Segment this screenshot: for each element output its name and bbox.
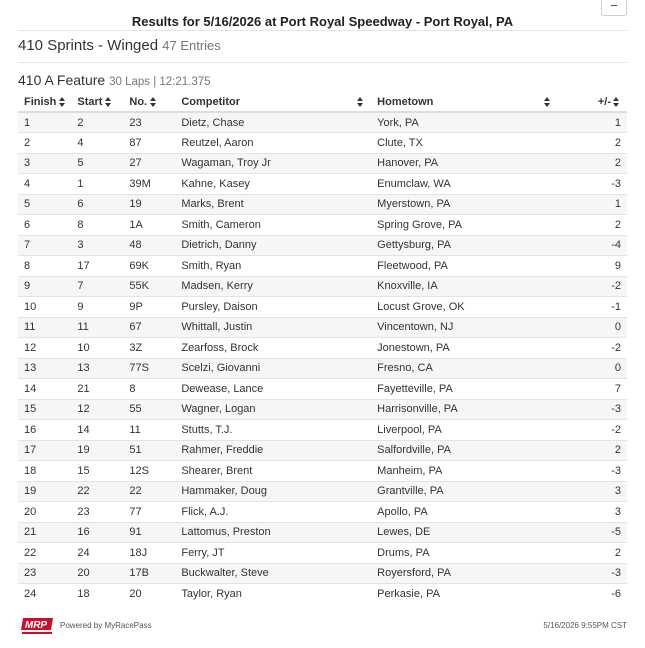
table-row xyxy=(18,543,627,564)
myracepass-logo-icon[interactable] xyxy=(20,617,54,635)
finish-cell: 3 xyxy=(18,153,71,174)
position-change-cell: 2 xyxy=(558,215,627,236)
start-cell: 21 xyxy=(71,379,123,400)
sort-icon xyxy=(150,97,156,107)
position-change-cell: -3 xyxy=(558,461,627,482)
page-title: Results for 5/16/2026 at Port Royal Speedway - Port Royal, PA xyxy=(131,14,514,29)
powered-by-link[interactable]: Powered by MyRacePass xyxy=(60,621,152,630)
start-cell: 5 xyxy=(71,153,123,174)
competitor-cell: Wagner, Logan xyxy=(175,399,371,420)
start-cell: 2 xyxy=(71,112,123,133)
column-header-start[interactable]: Start xyxy=(71,92,123,112)
position-change-cell: -1 xyxy=(558,297,627,318)
car-number-cell: 55 xyxy=(123,399,175,420)
table-row xyxy=(18,563,627,584)
car-number-cell: 18J xyxy=(123,543,175,564)
table-row xyxy=(18,502,627,523)
car-number-cell: 91 xyxy=(123,522,175,543)
hometown-cell: Lewes, DE xyxy=(371,522,558,543)
hometown-cell: Vincentown, NJ xyxy=(371,317,558,338)
collapse-button[interactable]: − xyxy=(601,0,627,16)
competitor-cell: Taylor, Ryan xyxy=(175,584,371,605)
table-row xyxy=(18,420,627,441)
hometown-cell: Perkasie, PA xyxy=(371,584,558,605)
finish-cell: 5 xyxy=(18,194,71,215)
finish-cell: 23 xyxy=(18,563,71,584)
hometown-cell: Manheim, PA xyxy=(371,461,558,482)
competitor-cell: Pursley, Daison xyxy=(175,297,371,318)
finish-cell: 24 xyxy=(18,584,71,605)
position-change-cell: -2 xyxy=(558,338,627,359)
position-change-cell: 1 xyxy=(558,194,627,215)
start-cell: 10 xyxy=(71,338,123,359)
finish-cell: 17 xyxy=(18,440,71,461)
table-row xyxy=(18,440,627,461)
competitor-cell: Reutzel, Aaron xyxy=(175,133,371,154)
position-change-cell: -2 xyxy=(558,420,627,441)
car-number-cell: 67 xyxy=(123,317,175,338)
finish-cell: 18 xyxy=(18,461,71,482)
finish-cell: 15 xyxy=(18,399,71,420)
start-cell: 20 xyxy=(71,563,123,584)
sort-icon xyxy=(105,97,111,107)
hometown-cell: Hanover, PA xyxy=(371,153,558,174)
table-row xyxy=(18,379,627,400)
event-name: 410 A Feature xyxy=(18,72,106,88)
entries-count: 47 Entries xyxy=(162,38,221,53)
position-change-cell: 0 xyxy=(558,317,627,338)
competitor-cell: Shearer, Brent xyxy=(175,461,371,482)
finish-cell: 1 xyxy=(18,112,71,133)
finish-cell: 19 xyxy=(18,481,71,502)
hometown-cell: Apollo, PA xyxy=(371,502,558,523)
hometown-cell: Royersford, PA xyxy=(371,563,558,584)
position-change-cell: -3 xyxy=(558,174,627,195)
car-number-cell: 48 xyxy=(123,235,175,256)
car-number-cell: 51 xyxy=(123,440,175,461)
position-change-cell: -5 xyxy=(558,522,627,543)
hometown-cell: Knoxville, IA xyxy=(371,276,558,297)
header-row xyxy=(18,92,627,112)
start-cell: 11 xyxy=(71,317,123,338)
car-number-cell: 77S xyxy=(123,358,175,379)
position-change-cell: 1 xyxy=(558,112,627,133)
competitor-cell: Scelzi, Giovanni xyxy=(175,358,371,379)
competitor-cell: Kahne, Kasey xyxy=(175,174,371,195)
car-number-cell: 39M xyxy=(123,174,175,195)
hometown-cell: Fleetwood, PA xyxy=(371,256,558,277)
competitor-cell: Zearfoss, Brock xyxy=(175,338,371,359)
position-change-cell: -3 xyxy=(558,563,627,584)
car-number-cell: 27 xyxy=(123,153,175,174)
results-table xyxy=(18,92,627,604)
sort-icon xyxy=(544,97,550,107)
competitor-cell: Smith, Cameron xyxy=(175,215,371,236)
competitor-cell: Flick, A.J. xyxy=(175,502,371,523)
hometown-cell: Myerstown, PA xyxy=(371,194,558,215)
hometown-cell: Locust Grove, OK xyxy=(371,297,558,318)
sort-icon xyxy=(613,97,619,107)
divider xyxy=(18,62,627,63)
table-row xyxy=(18,215,627,236)
table-row xyxy=(18,358,627,379)
position-change-cell: -4 xyxy=(558,235,627,256)
position-change-cell: -6 xyxy=(558,584,627,605)
start-cell: 23 xyxy=(71,502,123,523)
competitor-cell: Hammaker, Doug xyxy=(175,481,371,502)
car-number-cell: 19 xyxy=(123,194,175,215)
start-cell: 1 xyxy=(71,174,123,195)
event-details: 30 Laps | 12:21.375 xyxy=(109,76,211,88)
finish-cell: 12 xyxy=(18,338,71,359)
car-number-cell: 55K xyxy=(123,276,175,297)
table-row xyxy=(18,399,627,420)
competitor-cell: Lattomus, Preston xyxy=(175,522,371,543)
column-header-hometown[interactable]: Hometown xyxy=(371,92,558,112)
start-cell: 7 xyxy=(71,276,123,297)
hometown-cell: Fayetteville, PA xyxy=(371,379,558,400)
sort-icon xyxy=(59,97,65,107)
table-row xyxy=(18,235,627,256)
position-change-cell: 3 xyxy=(558,502,627,523)
table-row xyxy=(18,297,627,318)
table-row xyxy=(18,112,627,133)
position-change-cell: 2 xyxy=(558,133,627,154)
car-number-cell: 9P xyxy=(123,297,175,318)
finish-cell: 20 xyxy=(18,502,71,523)
hometown-cell: Salfordville, PA xyxy=(371,440,558,461)
hometown-cell: Liverpool, PA xyxy=(371,420,558,441)
competitor-cell: Dietrich, Danny xyxy=(175,235,371,256)
position-change-cell: 7 xyxy=(558,379,627,400)
start-cell: 9 xyxy=(71,297,123,318)
table-row xyxy=(18,522,627,543)
competitor-cell: Dietz, Chase xyxy=(175,112,371,133)
finish-cell: 22 xyxy=(18,543,71,564)
competitor-cell: Smith, Ryan xyxy=(175,256,371,277)
car-number-cell: 20 xyxy=(123,584,175,605)
position-change-cell: 2 xyxy=(558,153,627,174)
table-row xyxy=(18,174,627,195)
divider xyxy=(18,30,627,31)
event-heading xyxy=(18,72,211,88)
table-row xyxy=(18,317,627,338)
car-number-cell: 23 xyxy=(123,112,175,133)
hometown-cell: Harrisonville, PA xyxy=(371,399,558,420)
finish-cell: 4 xyxy=(18,174,71,195)
start-cell: 13 xyxy=(71,358,123,379)
table-row xyxy=(18,194,627,215)
hometown-cell: Drums, PA xyxy=(371,543,558,564)
start-cell: 18 xyxy=(71,584,123,605)
finish-cell: 13 xyxy=(18,358,71,379)
finish-cell: 16 xyxy=(18,420,71,441)
competitor-cell: Dewease, Lance xyxy=(175,379,371,400)
hometown-cell: Jonestown, PA xyxy=(371,338,558,359)
table-row xyxy=(18,481,627,502)
start-cell: 8 xyxy=(71,215,123,236)
position-change-cell: 2 xyxy=(558,543,627,564)
table-row xyxy=(18,276,627,297)
finish-cell: 10 xyxy=(18,297,71,318)
column-header-competitor[interactable]: Competitor xyxy=(175,92,371,112)
position-change-cell: -2 xyxy=(558,276,627,297)
competitor-cell: Madsen, Kerry xyxy=(175,276,371,297)
report-timestamp: 5/16/2026 9:55PM CST xyxy=(543,621,627,630)
competitor-cell: Whittall, Justin xyxy=(175,317,371,338)
hometown-cell: Spring Grove, PA xyxy=(371,215,558,236)
competitor-cell: Marks, Brent xyxy=(175,194,371,215)
start-cell: 6 xyxy=(71,194,123,215)
car-number-cell: 11 xyxy=(123,420,175,441)
start-cell: 24 xyxy=(71,543,123,564)
car-number-cell: 22 xyxy=(123,481,175,502)
finish-cell: 9 xyxy=(18,276,71,297)
column-header-number[interactable]: No. xyxy=(123,92,175,112)
start-cell: 14 xyxy=(71,420,123,441)
table-row xyxy=(18,256,627,277)
competitor-cell: Wagaman, Troy Jr xyxy=(175,153,371,174)
position-change-cell: 3 xyxy=(558,481,627,502)
start-cell: 17 xyxy=(71,256,123,277)
car-number-cell: 12S xyxy=(123,461,175,482)
hometown-cell: Enumclaw, WA xyxy=(371,174,558,195)
table-row xyxy=(18,338,627,359)
hometown-cell: Grantville, PA xyxy=(371,481,558,502)
table-row xyxy=(18,153,627,174)
start-cell: 3 xyxy=(71,235,123,256)
finish-cell: 14 xyxy=(18,379,71,400)
position-change-cell: 2 xyxy=(558,440,627,461)
competitor-cell: Buckwalter, Steve xyxy=(175,563,371,584)
start-cell: 16 xyxy=(71,522,123,543)
sort-icon xyxy=(357,97,363,107)
finish-cell: 21 xyxy=(18,522,71,543)
finish-cell: 8 xyxy=(18,256,71,277)
start-cell: 15 xyxy=(71,461,123,482)
car-number-cell: 3Z xyxy=(123,338,175,359)
car-number-cell: 87 xyxy=(123,133,175,154)
competitor-cell: Stutts, T.J. xyxy=(175,420,371,441)
start-cell: 4 xyxy=(71,133,123,154)
competitor-cell: Ferry, JT xyxy=(175,543,371,564)
column-header-position-change[interactable]: +/- xyxy=(558,92,627,112)
start-cell: 19 xyxy=(71,440,123,461)
hometown-cell: Fresno, CA xyxy=(371,358,558,379)
car-number-cell: 1A xyxy=(123,215,175,236)
table-row xyxy=(18,584,627,605)
column-header-finish[interactable]: Finish xyxy=(18,92,71,112)
position-change-cell: -3 xyxy=(558,399,627,420)
hometown-cell: Clute, TX xyxy=(371,133,558,154)
car-number-cell: 17B xyxy=(123,563,175,584)
car-number-cell: 69K xyxy=(123,256,175,277)
finish-cell: 11 xyxy=(18,317,71,338)
position-change-cell: 0 xyxy=(558,358,627,379)
class-name: 410 Sprints - Winged xyxy=(18,37,159,54)
table-row xyxy=(18,461,627,482)
hometown-cell: York, PA xyxy=(371,112,558,133)
position-change-cell: 9 xyxy=(558,256,627,277)
finish-cell: 6 xyxy=(18,215,71,236)
hometown-cell: Gettysburg, PA xyxy=(371,235,558,256)
table-row xyxy=(18,133,627,154)
svg-text:MRP: MRP xyxy=(24,620,48,631)
finish-cell: 2 xyxy=(18,133,71,154)
class-heading xyxy=(18,37,221,54)
car-number-cell: 8 xyxy=(123,379,175,400)
finish-cell: 7 xyxy=(18,235,71,256)
car-number-cell: 77 xyxy=(123,502,175,523)
start-cell: 22 xyxy=(71,481,123,502)
competitor-cell: Rahmer, Freddie xyxy=(175,440,371,461)
start-cell: 12 xyxy=(71,399,123,420)
